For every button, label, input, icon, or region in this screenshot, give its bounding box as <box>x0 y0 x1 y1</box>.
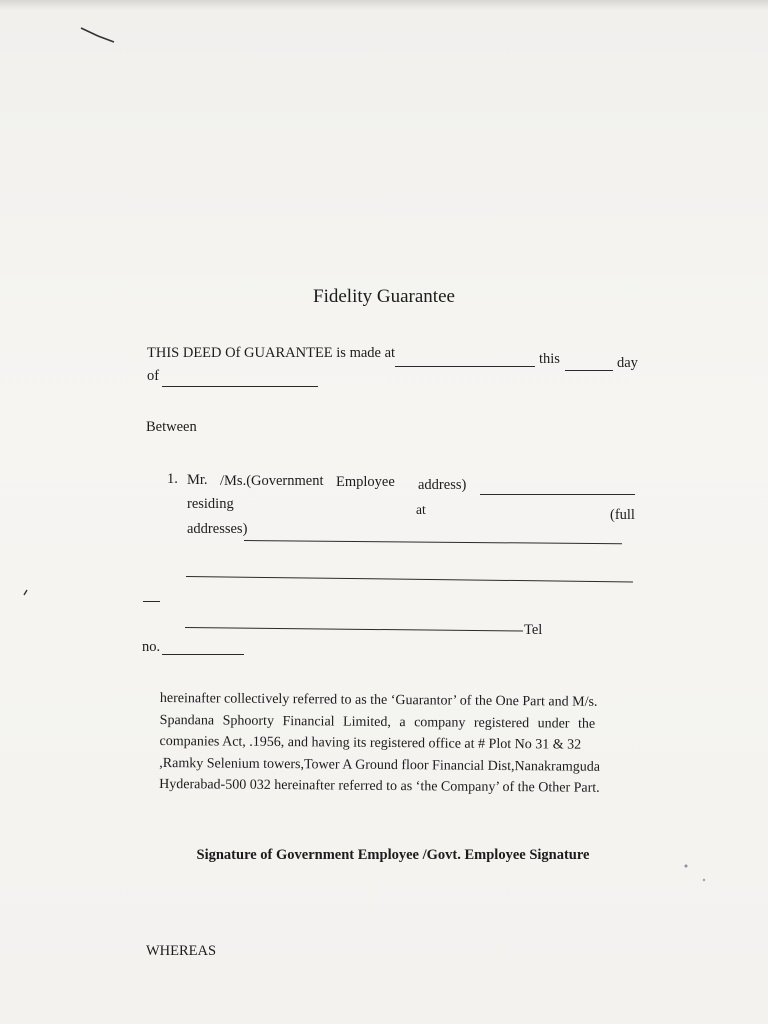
scan-shadow <box>0 0 768 10</box>
of-label: of <box>147 368 160 384</box>
body-line-5: Hyderabad-500 032 hereinafter referred to as ‘the Company’ of the Other Part. <box>159 776 600 796</box>
mr-label: Mr. <box>187 472 208 488</box>
body-line-3: companies Act, .1956, and having its registered office at # Plot No 31 & 32 <box>159 733 582 753</box>
body-line-2: Spandana Sphoorty Financial Limited, a company registered under the <box>159 712 596 732</box>
signature-line: Signature of Government Employee /Govt. Employee Signature <box>196 847 590 863</box>
body-line-4: ,Ramky Selenium towers,Tower A Ground floor Financial Dist,Nanakramguda <box>159 755 601 775</box>
address-blank <box>480 494 635 495</box>
address-label: address) <box>418 477 467 493</box>
body-paragraph <box>159 688 632 800</box>
ms-label: /Ms.(Government <box>220 473 324 489</box>
residing-label: residing <box>187 496 234 512</box>
whereas-label: WHEREAS <box>146 943 217 959</box>
tel-label: Tel <box>524 622 543 638</box>
party-number: 1. <box>167 471 178 487</box>
day-blank <box>565 370 613 371</box>
scan-speck <box>20 585 34 599</box>
deed-intro: THIS DEED Of GUARANTEE is made at <box>147 345 396 361</box>
full-address-blank-3 <box>185 627 523 632</box>
full-address-blank-2 <box>186 576 633 582</box>
full-address-blank-1 <box>244 540 622 544</box>
tel-no-label: no. <box>142 639 161 655</box>
month-blank <box>162 386 318 387</box>
scan-speck <box>680 860 710 890</box>
document-title: Fidelity Guarantee <box>313 286 455 307</box>
addresses-label: addresses) <box>187 521 248 537</box>
at-label: at <box>416 502 426 517</box>
dash-mark <box>143 601 160 602</box>
place-blank <box>395 366 535 367</box>
pen-mark <box>78 24 118 46</box>
full-label: (full <box>610 507 635 523</box>
body-line-1: hereinafter collectively referred to as the ‘Guarantor’ of the One Part and M/s. <box>159 690 598 710</box>
employee-label: Employee <box>336 474 395 490</box>
between-label: Between <box>146 419 197 435</box>
this-label: this <box>539 351 560 367</box>
day-label: day <box>617 355 638 371</box>
tel-blank <box>162 654 244 655</box>
